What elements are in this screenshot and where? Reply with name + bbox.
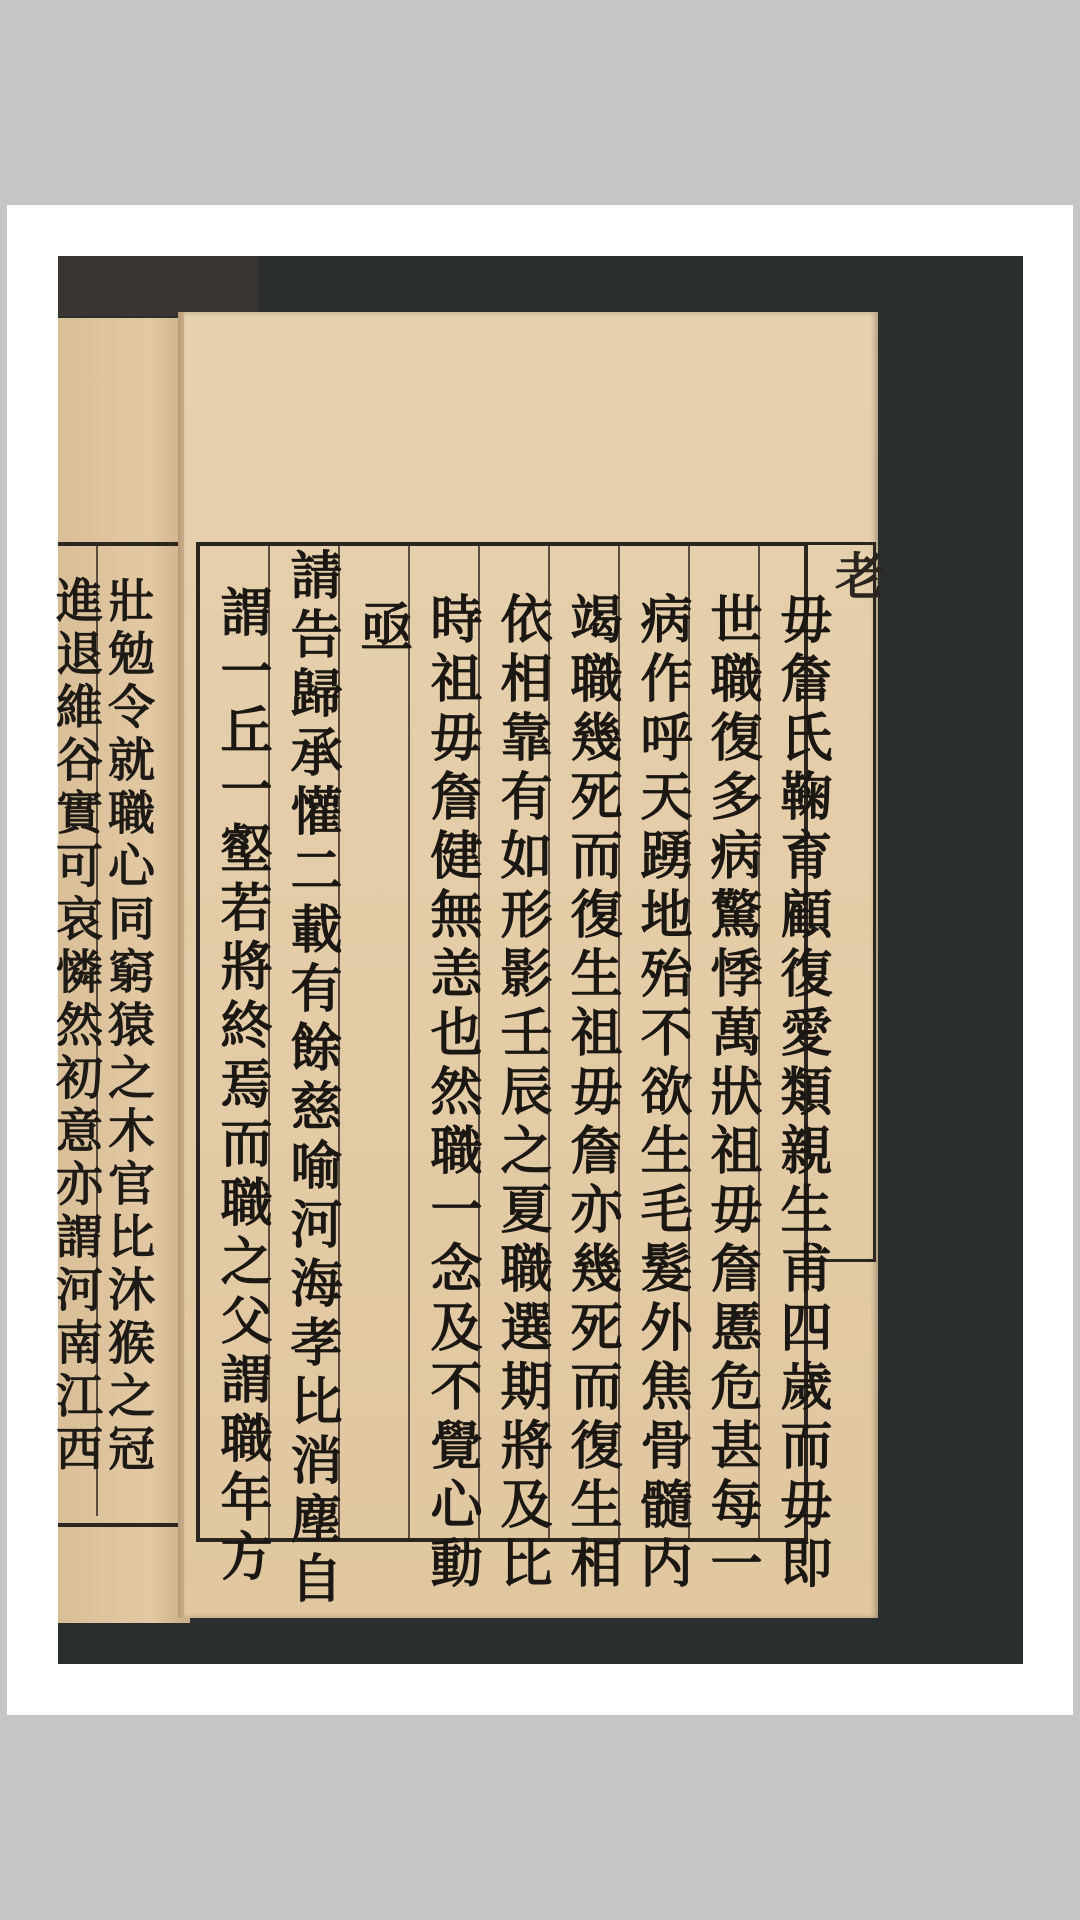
text-column-6: 時祖毋詹健無恙也然職一念及不覺心動	[421, 592, 482, 1595]
text-column-4: 竭職幾死而復生祖毋詹亦幾死而復生相	[561, 592, 622, 1595]
left-text-column-2: 進退維谷實可哀憐然初意亦謂河南江西	[48, 576, 103, 1477]
text-column-8: 請告歸承懽二載有餘慈喻河海孝比消塵自	[281, 548, 342, 1610]
text-column-7: 亟	[351, 600, 412, 659]
left-text-column-1: 壯勉令就職心同窮猿之木官比沐猴之冠	[100, 576, 155, 1477]
text-column-5: 依相靠有如形影壬辰之夏職選期將及比	[491, 592, 552, 1595]
text-column-1: 毋詹氏鞠育顧復愛類親生甫四歲而毋即	[771, 592, 832, 1595]
binding-shadow	[58, 256, 258, 316]
text-column-9: 謂一丘一壑若將終焉而職之父謂職年方	[211, 585, 272, 1588]
column-rule	[408, 546, 410, 1538]
text-column-2: 世職復多病驚悸萬狀祖毋詹慝危甚每一	[701, 592, 762, 1595]
margin-title: 老	[827, 550, 886, 600]
text-column-3: 病作呼天踴地殆不欲生毛髮外焦骨髓内	[631, 592, 692, 1595]
